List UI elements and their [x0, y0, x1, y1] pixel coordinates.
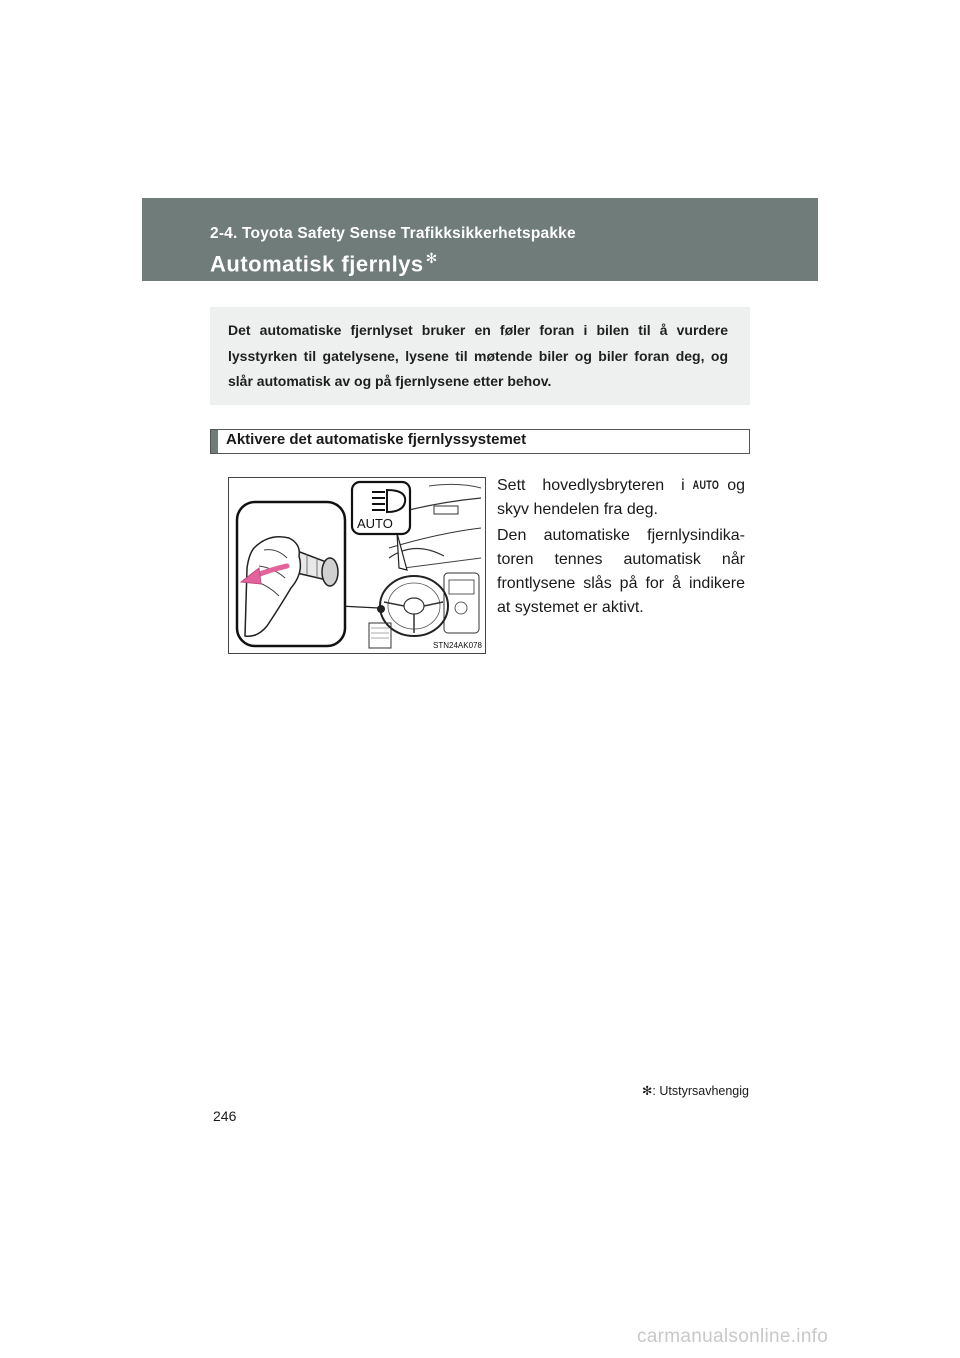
figure-code: STN24AK078 [433, 641, 482, 650]
instruction-text-start: Sett hovedlysbryteren i [497, 477, 685, 494]
switch-auto-label: AUTO [357, 516, 393, 531]
page-title-text: Automatisk fjernlys [210, 251, 424, 277]
page-title [210, 250, 438, 277]
page-number: 246 [213, 1108, 237, 1124]
illustration-svg [229, 478, 485, 653]
watermark: carmanualsonline.info [637, 1326, 829, 1347]
instruction-paragraph [497, 473, 745, 522]
headlight-switch-illustration [228, 477, 486, 654]
subsection-heading-text: Aktivere det automatiske fjernlyssystemet [226, 431, 527, 448]
instruction-text-end: og skyv hendelen fra deg. [497, 477, 745, 518]
section-label: 2-4. Toyota Safety Sense Trafikksikkerhetspakke [210, 225, 576, 242]
footnote [590, 1083, 749, 1098]
footnote-text: : Utstyrsavhengig [652, 1084, 749, 1098]
intro-text: Det automatiske fjernlyset bruker en føler foran i bilen til å vurdere lysstyrken til gatelysene, lysene til møtende biler og biler foran deg, og slår automatisk av og på fjernlysene etter behov. [228, 322, 728, 389]
equipment-marker: ✻ [425, 250, 438, 266]
footnote-marker: ✻ [641, 1084, 653, 1098]
auto-position-symbol: AUTO [692, 478, 720, 492]
subsection-heading-bar [211, 430, 218, 453]
indicator-paragraph: Den automatiske fjernlysindika-toren tennes automatisk når frontlysene slås på for å indikere at systemet er aktivt. [497, 527, 745, 616]
subsection-heading [210, 429, 750, 454]
